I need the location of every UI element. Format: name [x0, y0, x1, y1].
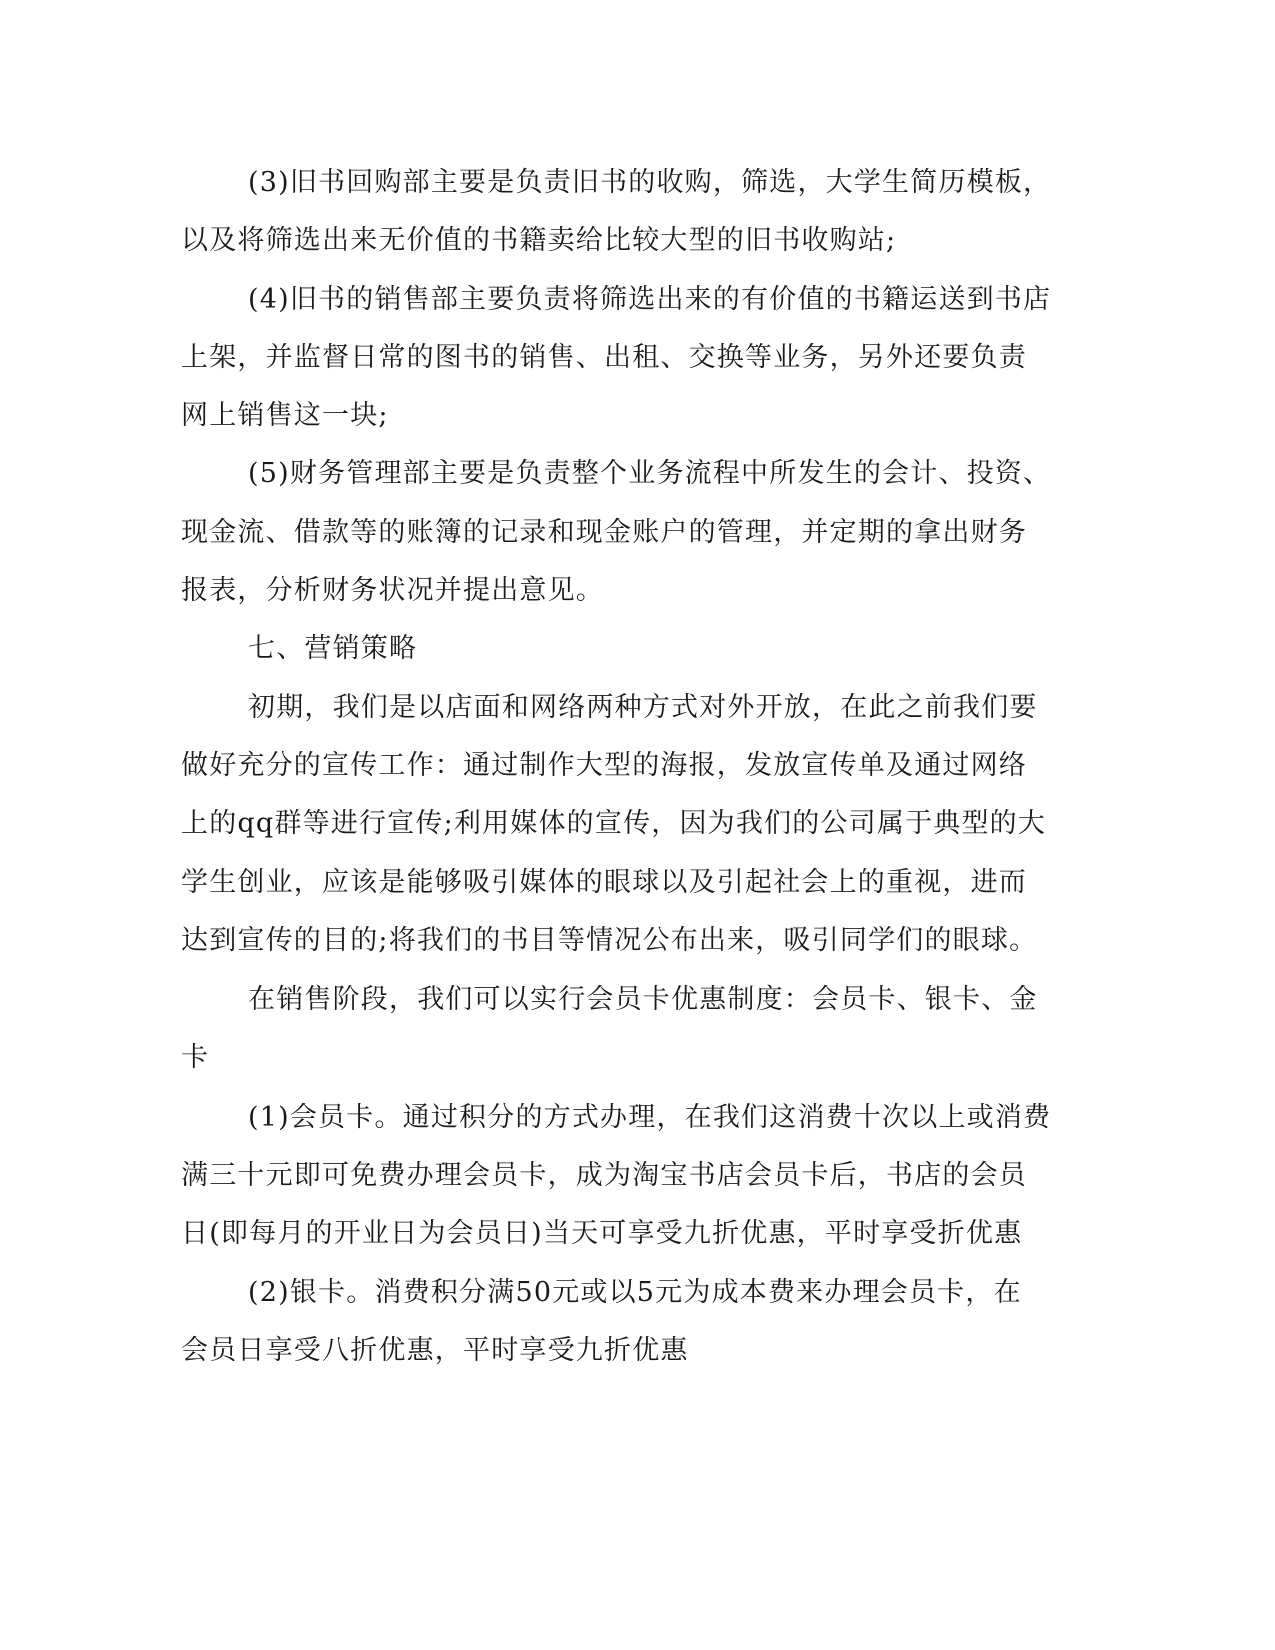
text-line: 日(即每月的开业日为会员日)当天可享受九折优惠，平时享受折优惠: [181, 1218, 1023, 1249]
text-line: 现金流、借款等的账簿的记录和现金账户的管理，并定期的拿出财务: [181, 517, 1027, 548]
section-heading: 七、营销策略: [248, 633, 418, 664]
text-line: 满三十元即可免费办理会员卡，成为淘宝书店会员卡后，书店的会员: [181, 1160, 1027, 1191]
text-line: 学生创业，应该是能够吸引媒体的眼球以及引起社会上的重视，进而: [181, 867, 1027, 898]
text-line: (1)会员卡。通过积分的方式办理，在我们这消费十次以上或消费: [248, 1102, 1052, 1133]
text-line: (4)旧书的销售部主要负责将筛选出来的有价值的书籍运送到书店: [248, 284, 1052, 315]
text-line: 在销售阶段，我们可以实行会员卡优惠制度：会员卡、银卡、金: [248, 984, 1038, 1015]
text-line: 做好充分的宣传工作：通过制作大型的海报，发放宣传单及通过网络: [181, 750, 1027, 781]
text-line: 初期，我们是以店面和网络两种方式对外开放，在此之前我们要: [248, 692, 1038, 723]
text-line: 上架，并监督日常的图书的销售、出租、交换等业务，另外还要负责: [181, 342, 1027, 373]
text-line: 卡: [181, 1042, 210, 1073]
text-line: 上的qq群等进行宣传;利用媒体的宣传，因为我们的公司属于典型的大: [181, 808, 1047, 839]
text-line: 会员日享受八折优惠，平时享受九折优惠: [181, 1335, 689, 1366]
text-line: 报表，分析财务状况并提出意见。: [181, 575, 604, 606]
text-line: (2)银卡。消费积分满50元或以5元为成本费来办理会员卡，在: [248, 1277, 1022, 1308]
text-line: 达到宣传的目的;将我们的书目等情况公布出来，吸引同学们的眼球。: [181, 925, 1038, 956]
text-line: 以及将筛选出来无价值的书籍卖给比较大型的旧书收购站;: [181, 225, 897, 256]
text-line: 网上销售这一块;: [181, 400, 389, 431]
text-line: (3)旧书回购部主要是负责旧书的收购，筛选，大学生简历模板，: [248, 167, 1052, 198]
text-line: (5)财务管理部主要是负责整个业务流程中所发生的会计、投资、: [248, 458, 1052, 489]
